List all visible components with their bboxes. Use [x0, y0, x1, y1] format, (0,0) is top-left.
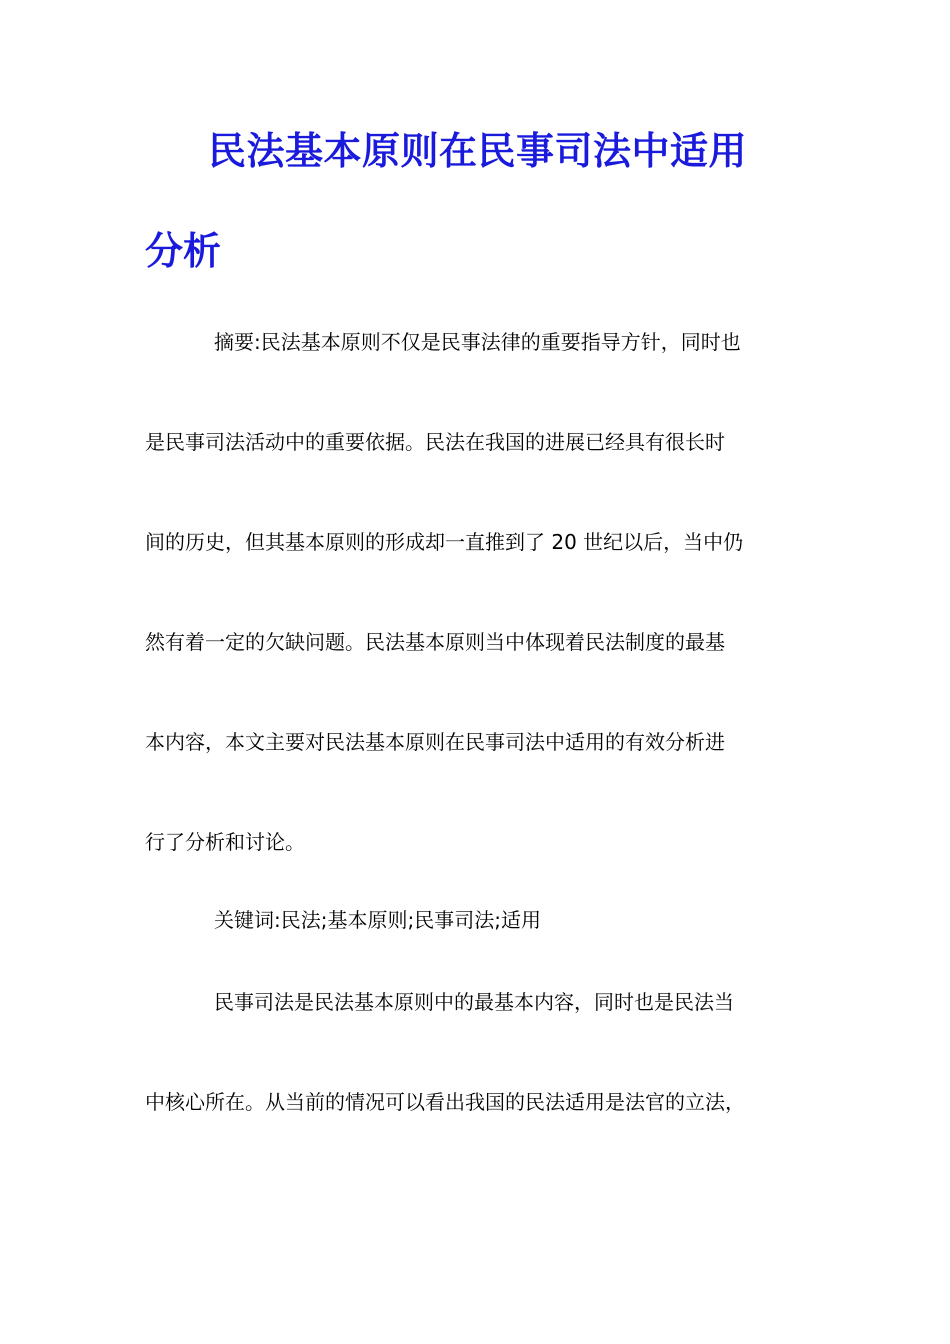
abstract-line-5: 本内容，本文主要对民法基本原则在民事司法中适用的有效分析进	[145, 730, 725, 754]
abstract-line-4: 然有着一定的欠缺问题。民法基本原则当中体现着民法制度的最基	[145, 630, 725, 654]
abstract-line-6: 行了分析和讨论。	[145, 830, 305, 854]
body-line-2: 中核心所在。从当前的情况可以看出我国的民法适用是法官的立法，	[145, 1090, 745, 1114]
abstract-line-3: 间的历史，但其基本原则的形成却一直推到了 20 世纪以后，当中仍	[145, 530, 744, 554]
document-title-line-2: 分析	[145, 229, 222, 273]
document-title-line-1: 民法基本原则在民事司法中适用	[208, 129, 748, 173]
abstract-line-2: 是民事司法活动中的重要依据。民法在我国的进展已经具有很长时	[145, 430, 725, 454]
keywords-line: 关键词:民法;基本原则;民事司法;适用	[214, 908, 541, 932]
body-line-1: 民事司法是民法基本原则中的最基本内容，同时也是民法当	[214, 990, 734, 1014]
abstract-line-1: 摘要:民法基本原则不仅是民事法律的重要指导方针，同时也	[214, 330, 741, 354]
